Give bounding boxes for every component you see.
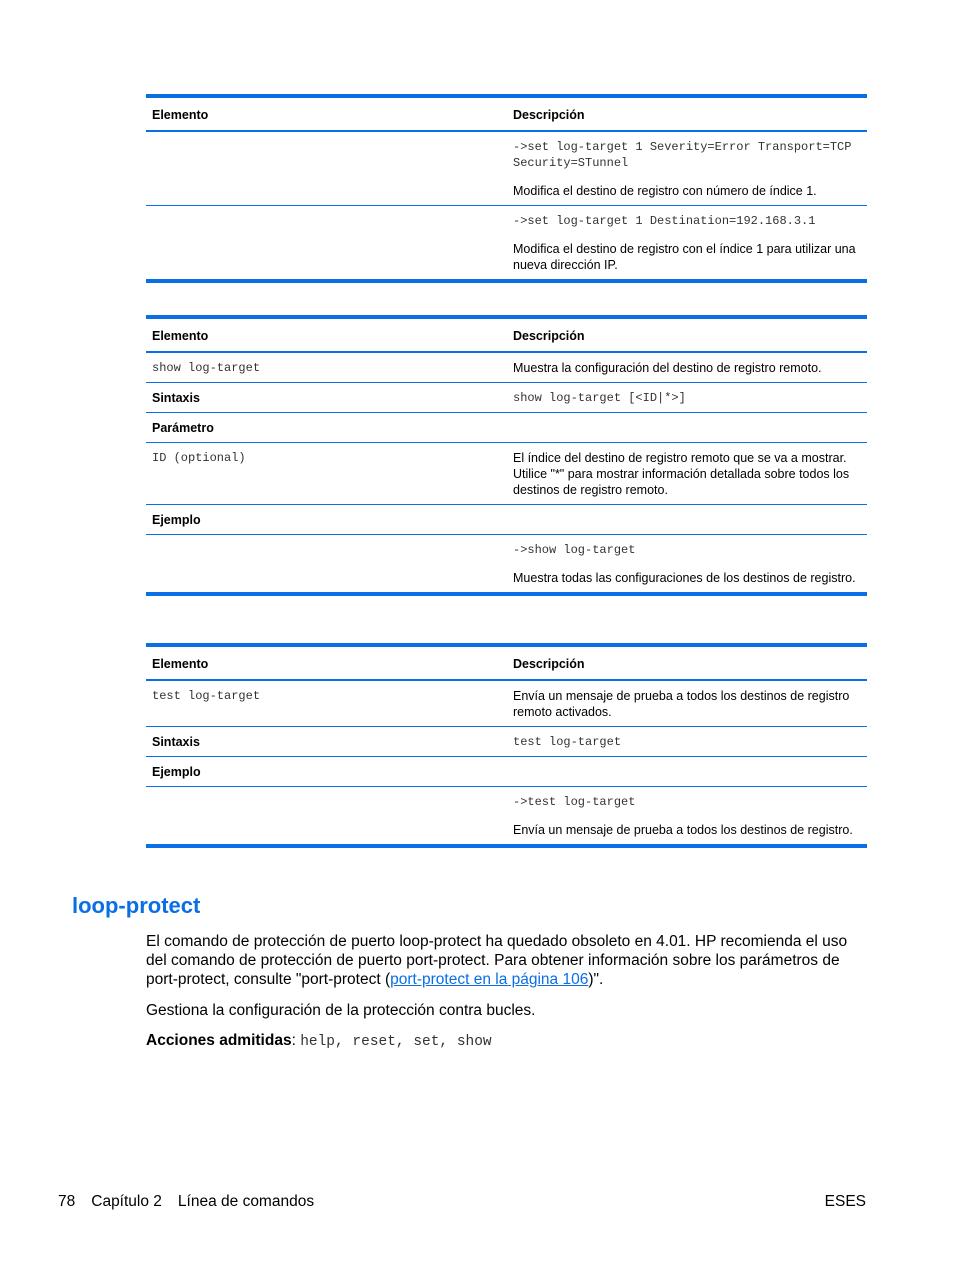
parameter-label: Parámetro [146, 413, 507, 443]
footer-right: ESES [824, 1193, 866, 1210]
table-row [146, 505, 867, 535]
command-name: test log-target [146, 680, 507, 727]
syntax-value: show log-target [<ID|*>] [507, 383, 867, 413]
table-row [146, 206, 867, 282]
header-descripcion: Descripción [507, 96, 867, 131]
header-descripcion: Descripción [507, 645, 867, 680]
example-command: ->set log-target 1 Destination=192.168.3.1 [513, 214, 816, 228]
syntax-label: Sintaxis [146, 727, 507, 757]
page-number: 78 [58, 1193, 76, 1210]
section-title: loop-protect [72, 893, 201, 918]
empty-cell [507, 413, 867, 443]
deprecation-paragraph [146, 932, 866, 989]
empty-cell [507, 505, 867, 535]
empty-cell [146, 206, 507, 282]
example-command: ->test log-target [513, 795, 636, 809]
description-paragraph: Gestiona la configuración de la protección contra bucles. [146, 1002, 536, 1019]
example-cell [507, 535, 867, 595]
footer-left [58, 1192, 314, 1211]
supported-actions-list: help, reset, set, show [300, 1034, 492, 1050]
command-description: Muestra la configuración del destino de registro remoto. [507, 352, 867, 383]
separator: : [291, 1032, 301, 1049]
table-row [146, 352, 867, 383]
table-row [146, 787, 867, 847]
empty-cell [146, 131, 507, 206]
parameter-description: El índice del destino de registro remoto que se va a mostrar. Utilice "*" para mostrar información detallada sobre todos los destinos de registro remoto. [507, 443, 867, 505]
table-row [146, 413, 867, 443]
chapter-title: Línea de comandos [177, 1193, 315, 1210]
example-description: Modifica el destino de registro con número de índice 1. [513, 184, 817, 198]
header-elemento: Elemento [146, 645, 507, 680]
example-label: Ejemplo [146, 505, 507, 535]
command-name: show log-target [146, 352, 507, 383]
example-description: Modifica el destino de registro con el índice 1 para utilizar una nueva dirección IP. [513, 242, 856, 272]
supported-actions-label: Acciones admitidas [146, 1032, 292, 1049]
table-row [146, 757, 867, 787]
table-header-row [146, 317, 867, 352]
empty-cell [146, 535, 507, 595]
table-row [146, 535, 867, 595]
header-descripcion: Descripción [507, 317, 867, 352]
table-set-log-target-examples [146, 94, 867, 283]
example-description: Muestra todas las configuraciones de los destinos de registro. [513, 571, 856, 585]
example-cell [507, 787, 867, 847]
header-elemento: Elemento [146, 317, 507, 352]
table-row [146, 383, 867, 413]
table-row [146, 131, 867, 206]
syntax-value: test log-target [507, 727, 867, 757]
header-elemento: Elemento [146, 96, 507, 131]
command-description: Envía un mensaje de prueba a todos los destinos de registro remoto activados. [507, 680, 867, 727]
chapter-label: Capítulo 2 [91, 1193, 162, 1210]
table-show-log-target [146, 315, 867, 596]
syntax-label: Sintaxis [146, 383, 507, 413]
empty-cell [146, 787, 507, 847]
example-description: Envía un mensaje de prueba a todos los destinos de registro. [513, 823, 853, 837]
table-test-log-target [146, 643, 867, 848]
paragraph-text: El comando de protección de puerto loop-protect ha quedado obsoleto en 4.01. HP recomienda el uso del comando de protección de puerto port-protect. Para obtener información sobre los parámetros de port-protect, consulte "port-protect ( [146, 933, 848, 988]
example-cell [507, 131, 867, 206]
paragraph-text: )". [588, 971, 604, 988]
table-row [146, 680, 867, 727]
example-command: ->set log-target 1 Severity=Error Transport=TCP Security=STunnel [513, 140, 852, 170]
table-header-row [146, 645, 867, 680]
table-header-row [146, 96, 867, 131]
empty-cell [507, 757, 867, 787]
table-row [146, 443, 867, 505]
table-row [146, 727, 867, 757]
port-protect-link[interactable]: port-protect en la página 106 [390, 971, 589, 988]
example-command: ->show log-target [513, 543, 636, 557]
parameter-name: ID (optional) [146, 443, 507, 505]
example-label: Ejemplo [146, 757, 507, 787]
supported-actions [146, 1031, 866, 1052]
example-cell [507, 206, 867, 282]
